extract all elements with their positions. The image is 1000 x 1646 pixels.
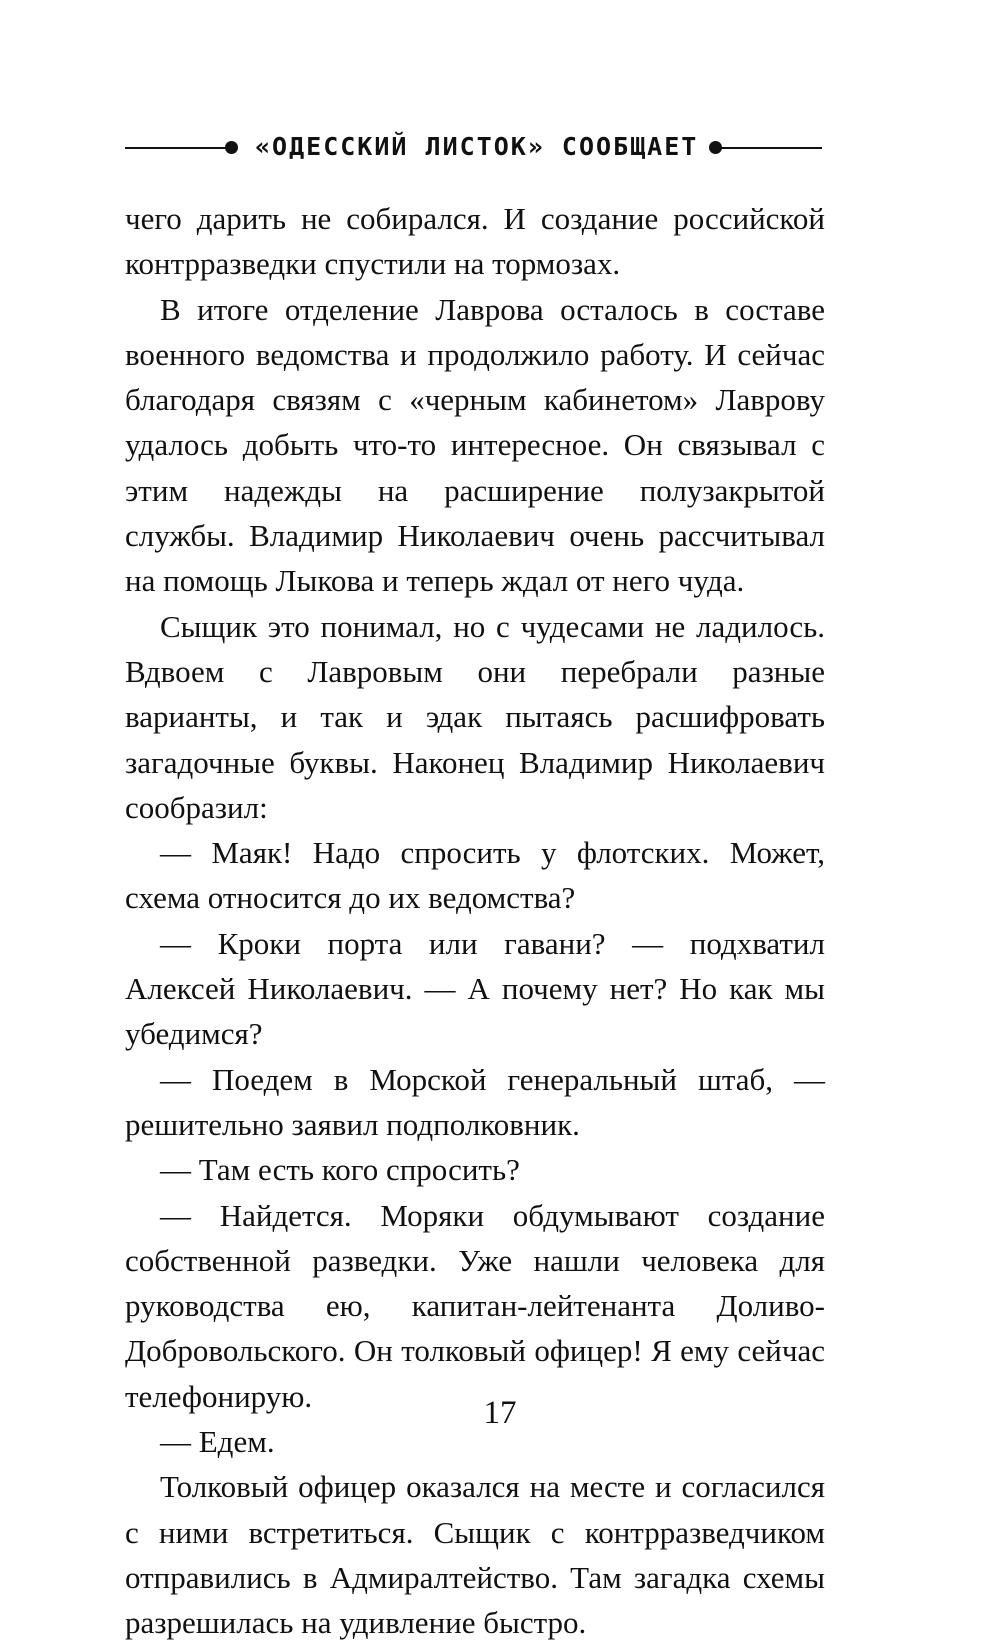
- header-rule-right: [720, 147, 822, 149]
- header-rule-left: [125, 147, 227, 149]
- page-number: 17: [483, 1395, 517, 1431]
- dialogue-line-2: — Кроки порта или гавани? — подхватил Алексей Николаевич. — А почему нет? Но как мы убедимся?: [125, 925, 825, 1052]
- dialogue-line-4: — Там есть кого спросить?: [160, 1152, 520, 1188]
- dialogue-line-3: — Поедем в Морской генеральный штаб, — решительно заявил подполковник.: [125, 1061, 825, 1142]
- dialogue-line-1: — Маяк! Надо спросить у флотских. Может, схема относится до их ведомства?: [125, 835, 825, 916]
- header-dot-left: [225, 141, 238, 154]
- header-title: «ОДЕССКИЙ ЛИСТОК» СООБЩАЕТ: [255, 132, 699, 161]
- paragraph-3: Сыщик это понимал, но с чудесами не ладилось. Вдвоем с Лавровым они перебрали разные варианты, и так и эдак пытаясь расшифровать загадочные буквы. Наконец Владимир Николаевич сообразил:: [125, 608, 825, 825]
- paragraph-2: В итоге отделение Лаврова осталось в составе военного ведомства и продолжило работу. И сейчас благодаря связям с «черным кабинетом» Лаврову удалось добыть что-то интересное. Он связывал с этим надежды на расширение полузакрытой службы. Владимир Николаевич очень рассчитывал на помощь Лыкова и теперь ждал от него чуда.: [125, 291, 825, 599]
- paragraph-1: чего дарить не собирался. И создание российской контрразведки спустили на тормозах.: [125, 201, 825, 282]
- paragraph-final: Толковый офицер оказался на месте и согласился с ними встретиться. Сыщик с контрразведчиком отправились в Адмиралтейство. Там загадка схемы разрешилась на удивление быстро.: [125, 1469, 825, 1641]
- dialogue-line-6: — Едем.: [160, 1424, 275, 1460]
- dialogue-line-5: — Найдется. Моряки обдумывают создание собственной разведки. Уже нашли человека для руководства ею, капитан-лейтенанта Доливо-Добровольского. Он толковый офицер! Я ему сейчас телефонирую.: [125, 1197, 825, 1414]
- running-header: [125, 124, 822, 170]
